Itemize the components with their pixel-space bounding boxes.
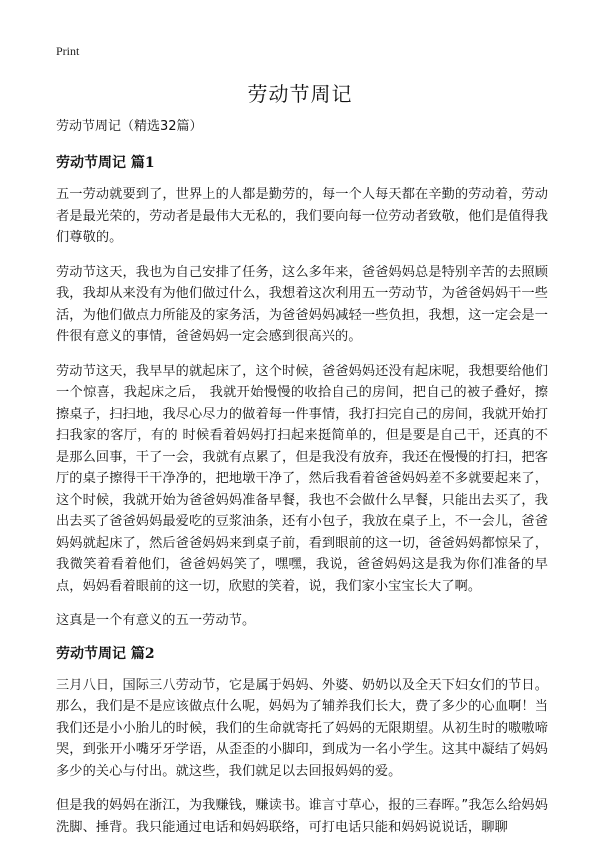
paragraph: 五一劳动就要到了，世界上的人都是勤劳的，每一个人每天都在辛勤的劳动着，劳动者是最光荣的，劳动者是最伟大无私的，我们要向每一位劳动者致敬，他们是值得我们尊敬的。	[56, 187, 548, 245]
paragraph: 三月八日，国际三八劳动节，它是属于妈妈、外婆、奶奶以及全天下妇女们的节日。那么，我们是不是应该做点什么呢，妈妈为了辅养我们长大，费了多少的心血啊！当我们还是小小胎儿的时候，我们的生命就寄托了妈妈的无限期望。从初生时的嗷嗷啼哭，到张开小嘴牙牙学语，从歪歪的小脚印，到成为一名小学生。这其中凝结了妈妈多少的关心与付出。就这些，我们就足以去回报妈妈的爱。	[56, 677, 548, 779]
document-title: 劳动节周记	[247, 82, 353, 106]
paragraph: 这真是一个有意义的五一劳动节。	[56, 613, 256, 628]
section-heading: 劳动节周记 篇2	[56, 645, 155, 662]
document-body	[56, 118, 548, 851]
section-heading: 劳动节周记 篇1	[56, 155, 155, 171]
document-subtitle: 劳动节周记（精选32篇）	[56, 119, 203, 134]
section-1	[56, 154, 548, 632]
paragraph: 劳动节这天，我早早的就起床了，这个时候，爸爸妈妈还没有起床呢，我想要给他们一个惊喜，我起床之后， 我就开始慢慢的收拾自己的房间，把自己的被子叠好，擦擦桌子，扫扫地，我尽心尽力的做着每一件事情，我打扫完自己的房间，我就开始打扫我家的客厅，有的 时候看着妈妈打扫起来挺简单的，但是要是自己干，还真的不是那么回事，干了一会，我就有点累了，但是我没有放弃，我还在慢慢的打扫，把客厅的桌子擦得干干净净的，把地墩干净了，然后我看着爸爸妈妈差不多就要起来了，这个时候，我就开始为爸爸妈妈准备早餐，我也不会做什么早餐，只能出去买了，我出去买了爸爸妈妈最爱吃的豆浆油条，还有小包子，我放在桌子上，不一会儿，爸爸妈妈就起床了，然后爸爸妈妈来到桌子前，看到眼前的这一切，爸爸妈妈都惊呆了，我微笑着看着他们，爸爸妈妈笑了，嘿嘿，我说，爸爸妈妈这是我为你们准备的早点，妈妈看着眼前的这一切，欣慰的笑着，说，我们家小宝宝长大了啊。	[56, 363, 548, 594]
print-link[interactable]: Print	[56, 44, 80, 58]
paragraph: 劳动节这天，我也为自己安排了任务，这么多年来，爸爸妈妈总是特别辛苦的去照顾我，我却从来没有为他们做过什么，我想着这次利用五一劳动节，为爸爸妈妈干一些活，为他们做点力所能及的家务活，为爸爸妈妈减轻一些负担，我想，这一定会是一件很有意义的事情，爸爸妈妈一定会感到很高兴的。	[56, 264, 548, 344]
paragraph: 但是我的妈妈在浙江，为我赚钱，赚读书。谁言寸草心，报的三春晖。”我怎么给妈妈洗脚、捶背。我只能通过电话和妈妈联络，可打电话只能和妈妈说说话，聊聊	[56, 798, 548, 835]
section-2	[56, 645, 548, 839]
